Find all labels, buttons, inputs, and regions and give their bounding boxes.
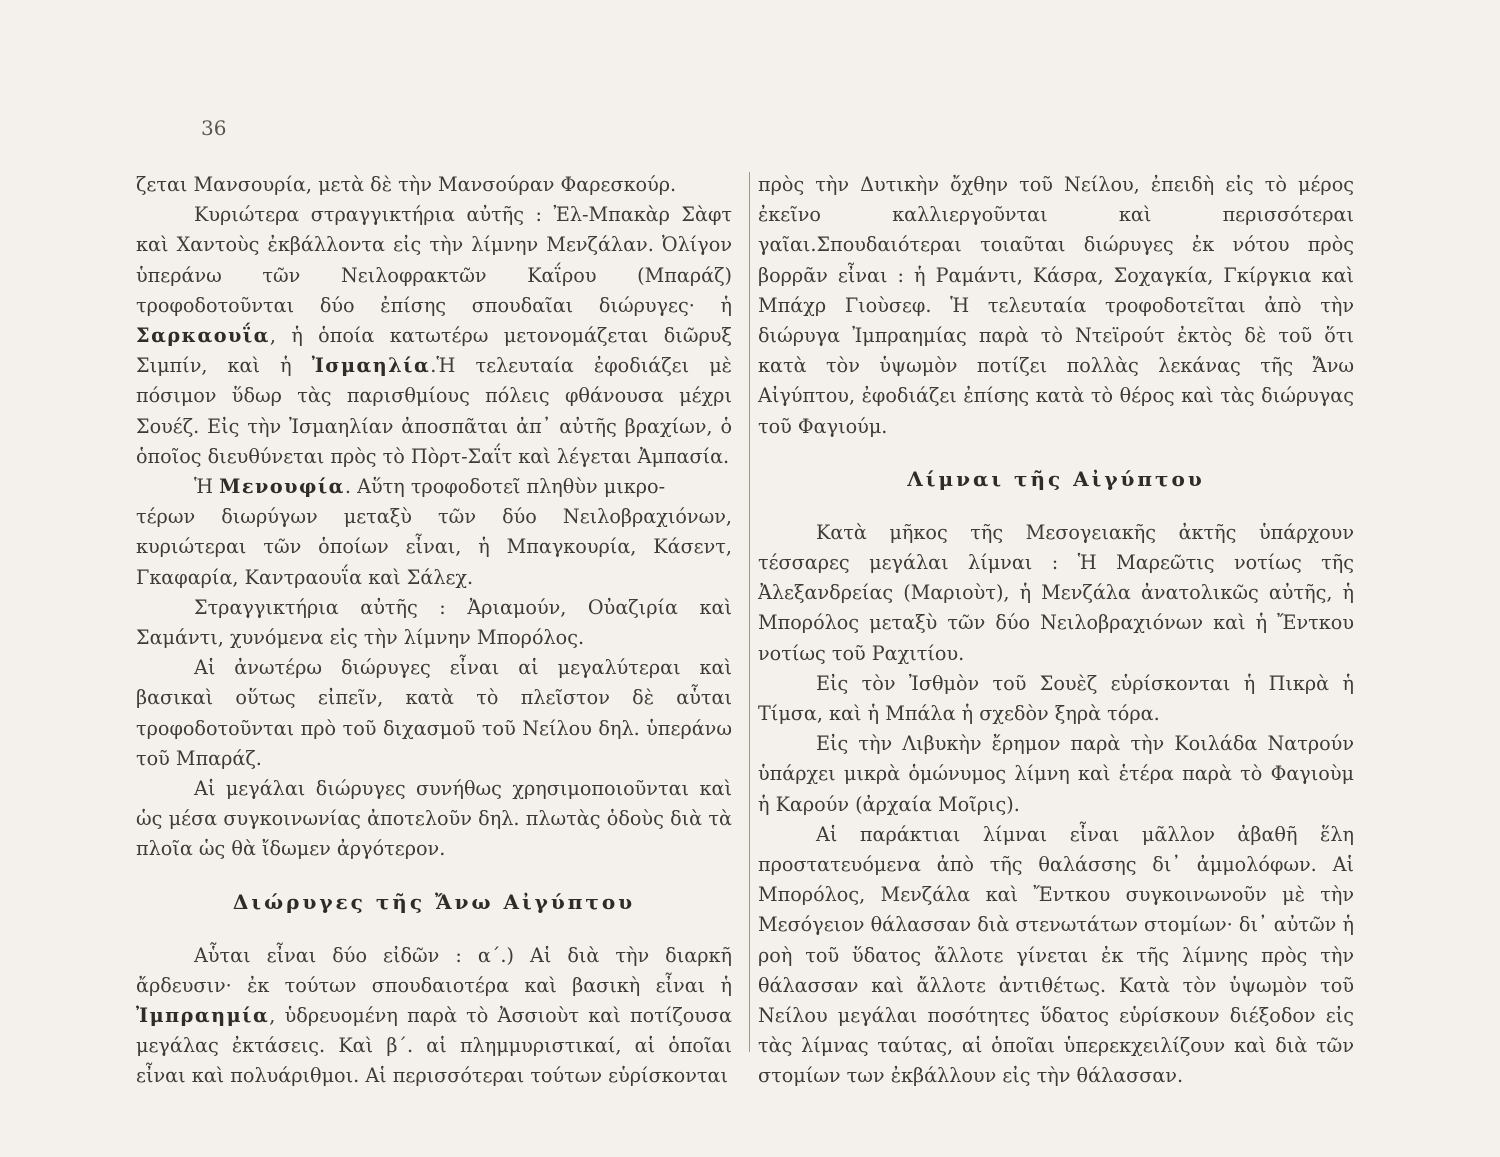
paragraph: Στραγγικτήρια αὐτῆς : Ἀριαμούν, Οὐαζιρία καὶ Σαμάντι, χυνόμενα εἰς τὴν λίμνην Μπορόλος. bbox=[136, 595, 732, 650]
paragraph-text: , ἡ ὁποία κατωτέρω μετονομάζεται διῶρυξ Σιμπίν, καὶ ἡ bbox=[136, 324, 732, 378]
section-heading: Λίμναι τῆς Αἰγύπτου bbox=[907, 466, 1205, 491]
paragraph bbox=[136, 472, 732, 502]
paragraph-text: , ὑδρευομένη παρὰ τὸ Ἀσσιοὺτ καὶ ποτίζουσα μεγάλας ἐκτάσεις. Καὶ β΄. αἱ πλημμυριστικαί, αἱ ὁποῖαι εἶναι καὶ πολυάριθμοι. Αἱ περισσότεραι τούτων εὑρίσκονται bbox=[136, 1004, 732, 1088]
paragraph: Αἱ παράκτιαι λίμναι εἶναι μᾶλλον ἀβαθῆ ἕλη προστατευόμενα ἀπὸ τῆς θαλάσσης δι᾿ ἀμμολόφων. Αἱ Μπορόλος, Μενζάλα καὶ Ἔντκου συγκοινωνοῦν μὲ τὴν Μεσόγειον θάλασσαν διὰ στενωτάτων στομίων· δι᾿ αὐτῶν ἡ ροὴ τοῦ ὕδατος ἄλλοτε γίνεται ἐκ τῆς λίμνης πρὸς τὴν θάλασσαν καὶ ἄλλοτε ἀντιθέτως. Κατὰ τὸν ὑψωμὸν τοῦ Νείλου μεγάλαι ποσότητες ὕδατος εὑρίσκουν διέξοδον εἰς τὰς λίμνας ταύτας, αἱ ὁποῖαι ὑπερεκχειλίζουν καὶ διὰ τῶν στομίων των ἐκβάλλουν εἰς τὴν θάλασσαν. bbox=[758, 822, 1354, 1088]
paragraph: Εἰς τὴν Λιβυκὴν ἔρημον παρὰ τὴν Κοιλάδα Νατρούν ὑπάρχει μικρὰ ὁμώνυμος λίμνη καὶ ἑτέρα παρὰ τὸ Φαγιοὺμ ἡ Καρούν (ἀρχαία Μοῖρις). bbox=[758, 732, 1354, 816]
paragraph: Κατὰ μῆκος τῆς Μεσογειακῆς ἀκτῆς ὑπάρχουν τέσσαρες μεγάλαι λίμναι : Ἡ Μαρεῶτις νοτίως τῆς Ἀλεξανδρείας (Μαριοὺτ), ἡ Μενζάλα ἀνατολικῶς αὐτῆς, ἡ Μπορόλος μεταξὺ τῶν δύο Νειλοβραχιόνων καὶ ἡ Ἔντκου νοτίως τοῦ Ραχιτίου. bbox=[758, 520, 1354, 665]
canal-name: Ἰμπραημία bbox=[136, 1004, 270, 1028]
left-column bbox=[136, 170, 732, 1092]
paragraph: Αἱ μεγάλαι διώρυγες συνήθως χρησιμοποιοῦνται καὶ ὡς μέσα συγκοινωνίας ἀποτελοῦν δηλ. πλωτὰς ὁδοὺς διὰ τὰ πλοῖα ὡς θὰ ἴδωμεν ἀργότερον. bbox=[136, 777, 732, 861]
page-number: 36 bbox=[201, 116, 227, 140]
paragraph-text: Κυριώτερα στραγγικτήρια αὐτῆς : Ἐλ-Μπακὰρ Σὰφτ καὶ Χαντοὺς ἐκβάλλοντα εἰς τὴν λίμνην Μενζάλαν. Ὀλίγον ὑπεράνω τῶν Νειλοφρακτῶν Καΐρου (Μπαράζ) τροφοδοτοῦνται δύο ἐπίσης σπουδαῖαι διώρυγες· ἡ bbox=[136, 203, 732, 317]
paragraph-text: Ἡ bbox=[194, 475, 220, 499]
paragraph: πρὸς τὴν Δυτικὴν ὄχθην τοῦ Νείλου, ἐπειδὴ εἰς τὸ μέρος ἐκεῖνο καλλιεργοῦνται καὶ περισσότεραι γαῖαι.Σπουδαιότεραι τοιαῦται διώρυγες ἐκ νότου πρὸς βορρᾶν εἶναι : ἡ Ραμάντι, Κάσρα, Σοχαγκία, Γκίργκια καὶ Μπάχρ Γιοὺσεφ. Ἡ τελευταία τροφοδοτεῖται ἀπὸ τὴν διώρυγα Ἰμπραημίας παρὰ τὸ Ντεϊρούτ ἐκτὸς δὲ τοῦ ὅτι κατὰ τὸν ὑψωμὸν ποτίζει πολλὰς λεκάνας τῆς Ἄνω Αἰγύπτου, ἐφοδιάζει ἐπίσης κατὰ τὸ θέρος καὶ τὰς διώρυγας τοῦ Φαγιούμ. bbox=[758, 173, 1354, 438]
paragraph-text: . Αὕτη τροφοδοτεῖ πληθὺν μικρο- bbox=[344, 475, 666, 499]
right-column bbox=[758, 170, 1354, 1092]
section-heading: Διώρυγες τῆς Ἄνω Αἰγύπτου bbox=[232, 889, 636, 914]
canal-name: Ἰσμαηλία bbox=[311, 354, 431, 378]
canal-name: Σαρκαουΐα bbox=[136, 324, 270, 348]
paragraph-text: Αὗται εἶναι δύο εἰδῶν : α΄.) Αἱ διὰ τὴν διαρκῆ ἄρδευσιν· ἐκ τούτων σπουδαιοτέρα καὶ βασικὴ εἶναι ἡ bbox=[136, 943, 732, 997]
column-divider bbox=[749, 172, 750, 1052]
paragraph-text: .Ἡ τελευταία ἐφοδιάζει μὲ πόσιμον ὕδωρ τὰς παρισθμίους πόλεις φθάνουσα μέχρι Σουέζ. Εἰς τὴν Ἰσμαηλίαν ἀποσπᾶται ἀπ᾿ αὐτῆς βραχίων, ὁ ὁποῖος διευθύνεται πρὸς τὸ Πὸρτ-Σαΐτ καὶ λέγεται Ἀμπασία. bbox=[136, 354, 732, 468]
paragraph: Αἱ ἀνωτέρω διώρυγες εἶναι αἱ μεγαλύτεραι καὶ βασικαὶ οὕτως εἰπεῖν, κατὰ τὸ πλεῖστον δὲ αὗται τροφοδοτοῦνται πρὸ τοῦ διχασμοῦ τοῦ Νείλου δηλ. ὑπεράνω τοῦ Μπαράζ. bbox=[136, 656, 732, 770]
paragraph: ζεται Μανσουρία, μετὰ δὲ τὴν Μανσούραν Φαρεσκούρ. bbox=[136, 173, 677, 196]
canal-name: Μενουφία bbox=[219, 475, 345, 499]
paragraph: τέρων διωρύγων μεταξὺ τῶν δύο Νειλοβραχιόνων, κυριώτεραι τῶν ὁποίων εἶναι, ἡ Μπαγκουρία, Κάσεντ, Γκαφαρία, Καντραουΐα καὶ Σάλεχ. bbox=[136, 505, 732, 589]
paragraph bbox=[136, 200, 732, 472]
paragraph bbox=[136, 941, 732, 1092]
paragraph: Εἰς τὸν Ἰσθμὸν τοῦ Σουὲζ εὑρίσκονται ἡ Πικρὰ ἡ Τίμσα, καὶ ἡ Μπάλα ἡ σχεδὸν ξηρὰ τόρα. bbox=[758, 671, 1354, 726]
